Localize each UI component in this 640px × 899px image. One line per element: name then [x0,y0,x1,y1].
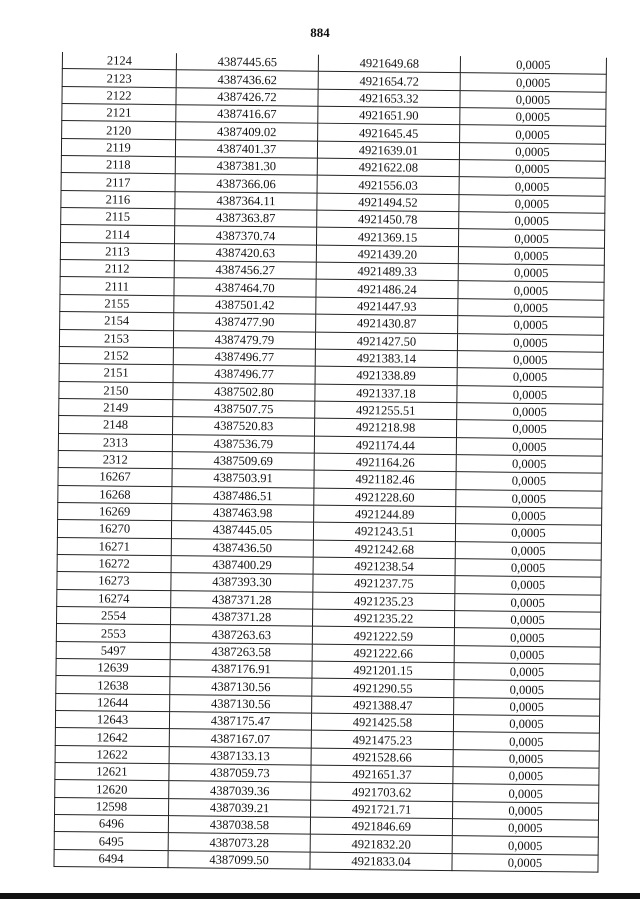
point-number-cell: 12620 [55,780,169,799]
y-coordinate-cell: 4921174.44 [314,436,456,455]
coordinates-table [53,52,607,873]
tolerance-cell: 0,0005 [455,559,601,578]
tolerance-cell: 0,0005 [454,680,600,699]
y-coordinate-cell: 4921383.14 [315,349,457,368]
tolerance-cell: 0,0005 [455,576,601,595]
point-number-cell: 5497 [56,641,170,660]
point-number-cell: 2120 [62,121,176,140]
tolerance-cell: 0,0005 [460,56,606,74]
y-coordinate-cell: 4921337.18 [315,384,457,403]
x-coordinate-cell: 4387363.87 [175,209,317,228]
coordinates-table-wrapper [53,52,606,873]
y-coordinate-cell: 4921447.93 [316,297,458,316]
tolerance-cell: 0,0005 [456,489,602,508]
point-number-cell: 2114 [61,225,175,244]
x-coordinate-cell: 4387426.72 [176,87,318,106]
x-coordinate-cell: 4387370.74 [175,226,317,245]
y-coordinate-cell: 4921833.04 [310,852,452,871]
point-number-cell: 2151 [59,364,173,383]
x-coordinate-cell: 4387059.73 [169,764,311,783]
tolerance-cell: 0,0005 [453,732,599,751]
y-coordinate-cell: 4921494.52 [317,193,459,212]
y-coordinate-cell: 4921388.47 [312,696,454,715]
y-coordinate-cell: 4921528.66 [311,748,453,767]
point-number-cell: 2112 [60,260,174,279]
point-number-cell: 16272 [57,554,171,573]
point-number-cell: 2122 [62,86,176,105]
y-coordinate-cell: 4921622.08 [317,158,459,177]
x-coordinate-cell: 4387175.47 [169,712,311,731]
y-coordinate-cell: 4921228.60 [314,488,456,507]
tolerance-cell: 0,0005 [460,125,606,144]
x-coordinate-cell: 4387445.05 [171,521,313,540]
scan-bottom-edge [0,893,640,899]
x-coordinate-cell: 4387364.11 [175,191,317,210]
point-number-cell: 2116 [61,190,175,209]
tolerance-cell: 0,0005 [458,229,604,248]
tolerance-cell: 0,0005 [452,853,598,872]
y-coordinate-cell: 4921651.37 [311,765,453,784]
x-coordinate-cell: 4387416.67 [176,105,318,124]
tolerance-cell: 0,0005 [460,108,606,127]
tolerance-cell: 0,0005 [460,90,606,109]
y-coordinate-cell: 4921450.78 [317,210,459,229]
tolerance-cell: 0,0005 [458,281,604,300]
y-coordinate-cell: 4921475.23 [311,731,453,750]
point-number-cell: 16273 [57,572,171,591]
point-number-cell: 12644 [56,693,170,712]
y-coordinate-cell: 4921489.33 [316,262,458,281]
y-coordinate-cell: 4921654.72 [318,72,460,91]
x-coordinate-cell: 4387520.83 [173,417,315,436]
point-number-cell: 12639 [56,659,170,678]
point-number-cell: 2312 [58,450,172,469]
y-coordinate-cell: 4921639.01 [317,141,459,160]
y-coordinate-cell: 4921832.20 [310,835,452,854]
x-coordinate-cell: 4387486.51 [172,486,314,505]
x-coordinate-cell: 4387477.90 [174,313,316,332]
x-coordinate-cell: 4387496.77 [173,348,315,367]
tolerance-cell: 0,0005 [453,715,599,734]
tolerance-cell: 0,0005 [454,663,600,682]
point-number-cell: 16268 [58,485,172,504]
point-number-cell: 12638 [56,676,170,695]
x-coordinate-cell: 4387503.91 [172,469,314,488]
x-coordinate-cell: 4387400.29 [171,556,313,575]
point-number-cell: 2111 [60,277,174,296]
point-number-cell: 16270 [57,520,171,539]
x-coordinate-cell: 4387436.62 [176,70,318,89]
y-coordinate-cell: 4921369.15 [316,228,458,247]
tolerance-cell: 0,0005 [456,472,602,491]
point-number-cell: 12598 [55,797,169,816]
point-number-cell: 2113 [60,242,174,261]
tolerance-cell: 0,0005 [459,177,605,196]
y-coordinate-cell: 4921556.03 [317,176,459,195]
point-number-cell: 2553 [56,624,170,643]
y-coordinate-cell: 4921255.51 [315,401,457,420]
point-number-cell: 2155 [60,294,174,313]
point-number-cell: 12622 [55,745,169,764]
tolerance-cell: 0,0005 [455,541,601,560]
tolerance-cell: 0,0005 [459,194,605,213]
point-number-cell: 2149 [59,398,173,417]
y-coordinate-cell: 4921703.62 [311,783,453,802]
tolerance-cell: 0,0005 [452,801,598,820]
y-coordinate-cell: 4921645.45 [318,124,460,143]
y-coordinate-cell: 4921218.98 [314,418,456,437]
x-coordinate-cell: 4387263.63 [170,625,312,644]
point-number-cell: 12643 [55,711,169,730]
y-coordinate-cell: 4921235.22 [312,609,454,628]
tolerance-cell: 0,0005 [452,836,598,855]
point-number-cell: 16269 [58,502,172,521]
x-coordinate-cell: 4387039.21 [169,798,311,817]
page-number: 884 [310,25,330,40]
tolerance-cell: 0,0005 [459,142,605,161]
point-number-cell: 2124 [62,52,176,70]
y-coordinate-cell: 4921235.23 [313,592,455,611]
tolerance-cell: 0,0005 [456,507,602,526]
tolerance-cell: 0,0005 [456,437,602,456]
x-coordinate-cell: 4387371.28 [171,590,313,609]
y-coordinate-cell: 4921649.68 [318,55,460,73]
x-coordinate-cell: 4387507.75 [173,400,315,419]
x-coordinate-cell: 4387130.56 [170,694,312,713]
y-coordinate-cell: 4921721.71 [310,800,452,819]
x-coordinate-cell: 4387536.79 [172,434,314,453]
tolerance-cell: 0,0005 [459,212,605,231]
x-coordinate-cell: 4387371.28 [171,608,313,627]
y-coordinate-cell: 4921338.89 [315,366,457,385]
x-coordinate-cell: 4387038.58 [168,816,310,835]
tolerance-cell: 0,0005 [458,246,604,265]
tolerance-cell: 0,0005 [457,351,603,370]
point-number-cell: 6494 [54,849,168,868]
y-coordinate-cell: 4921244.89 [314,505,456,524]
y-coordinate-cell: 4921182.46 [314,470,456,489]
point-number-cell: 2148 [59,416,173,435]
y-coordinate-cell: 4921653.32 [318,89,460,108]
y-coordinate-cell: 4921425.58 [311,713,453,732]
x-coordinate-cell: 4387133.13 [169,746,311,765]
point-number-cell: 12642 [55,728,169,747]
x-coordinate-cell: 4387509.69 [172,452,314,471]
y-coordinate-cell: 4921486.24 [316,280,458,299]
tolerance-cell: 0,0005 [454,628,600,647]
x-coordinate-cell: 4387502.80 [173,382,315,401]
tolerance-cell: 0,0005 [453,767,599,786]
y-coordinate-cell: 4921222.59 [312,626,454,645]
y-coordinate-cell: 4921290.55 [312,679,454,698]
tolerance-cell: 0,0005 [456,420,602,439]
x-coordinate-cell: 4387073.28 [168,833,310,852]
x-coordinate-cell: 4387464.70 [174,278,316,297]
tolerance-cell: 0,0005 [458,298,604,317]
y-coordinate-cell: 4921243.51 [313,522,455,541]
x-coordinate-cell: 4387445.65 [176,53,318,71]
coordinates-table-body [54,52,607,872]
x-coordinate-cell: 4387167.07 [169,729,311,748]
point-number-cell: 2313 [58,433,172,452]
x-coordinate-cell: 4387496.77 [173,365,315,384]
point-number-cell: 2115 [61,208,175,227]
point-number-cell: 2119 [61,138,175,157]
tolerance-cell: 0,0005 [452,819,598,838]
y-coordinate-cell: 4921651.90 [318,106,460,125]
tolerance-cell: 0,0005 [459,160,605,179]
y-coordinate-cell: 4921242.68 [313,540,455,559]
x-coordinate-cell: 4387176.91 [170,660,312,679]
y-coordinate-cell: 4921164.26 [314,453,456,472]
x-coordinate-cell: 4387381.30 [175,157,317,176]
tolerance-cell: 0,0005 [457,385,603,404]
x-coordinate-cell: 4387463.98 [172,504,314,523]
point-number-cell: 6496 [54,815,168,834]
tolerance-cell: 0,0005 [454,697,600,716]
x-coordinate-cell: 4387501.42 [174,295,316,314]
x-coordinate-cell: 4387420.63 [174,243,316,262]
point-number-cell: 16274 [57,589,171,608]
tolerance-cell: 0,0005 [457,368,603,387]
x-coordinate-cell: 4387409.02 [176,122,318,141]
tolerance-cell: 0,0005 [460,73,606,92]
point-number-cell: 2154 [60,312,174,331]
y-coordinate-cell: 4921201.15 [312,661,454,680]
point-number-cell: 12621 [55,763,169,782]
x-coordinate-cell: 4387263.58 [170,642,312,661]
x-coordinate-cell: 4387456.27 [174,261,316,280]
tolerance-cell: 0,0005 [458,264,604,283]
point-number-cell: 2117 [61,173,175,192]
tolerance-cell: 0,0005 [453,749,599,768]
y-coordinate-cell: 4921238.54 [313,557,455,576]
point-number-cell: 2118 [61,156,175,175]
y-coordinate-cell: 4921430.87 [316,314,458,333]
x-coordinate-cell: 4387393.30 [171,573,313,592]
tolerance-cell: 0,0005 [457,333,603,352]
tolerance-cell: 0,0005 [454,645,600,664]
y-coordinate-cell: 4921237.75 [313,574,455,593]
y-coordinate-cell: 4921439.20 [316,245,458,264]
point-number-cell: 2152 [59,346,173,365]
x-coordinate-cell: 4387099.50 [168,850,310,869]
x-coordinate-cell: 4387479.79 [173,330,315,349]
point-number-cell: 2121 [62,104,176,123]
y-coordinate-cell: 4921846.69 [310,817,452,836]
x-coordinate-cell: 4387436.50 [171,538,313,557]
point-number-cell: 16267 [58,468,172,487]
point-number-cell: 2554 [57,606,171,625]
tolerance-cell: 0,0005 [455,593,601,612]
tolerance-cell: 0,0005 [453,784,599,803]
tolerance-cell: 0,0005 [458,316,604,335]
point-number-cell: 6495 [54,832,168,851]
tolerance-cell: 0,0005 [457,403,603,422]
point-number-cell: 2150 [59,381,173,400]
x-coordinate-cell: 4387401.37 [175,139,317,158]
y-coordinate-cell: 4921222.66 [312,644,454,663]
y-coordinate-cell: 4921427.50 [315,332,457,351]
point-number-cell: 16271 [57,537,171,556]
x-coordinate-cell: 4387130.56 [170,677,312,696]
x-coordinate-cell: 4387366.06 [175,174,317,193]
point-number-cell: 2123 [62,69,176,88]
tolerance-cell: 0,0005 [456,455,602,474]
point-number-cell: 2153 [59,329,173,348]
tolerance-cell: 0,0005 [454,611,600,630]
x-coordinate-cell: 4387039.36 [169,781,311,800]
tolerance-cell: 0,0005 [455,524,601,543]
